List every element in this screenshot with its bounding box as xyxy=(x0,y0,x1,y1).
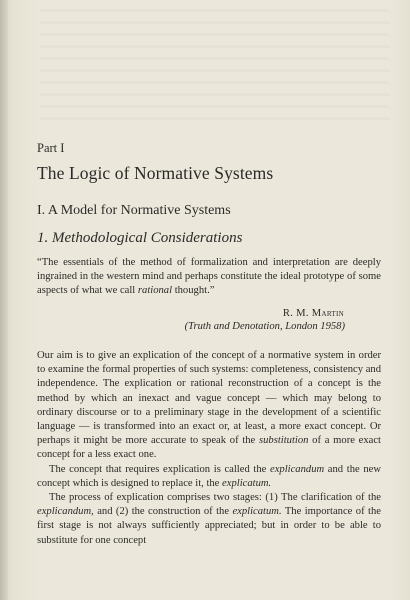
epigraph-source: (Truth and Denotation, London 1958) xyxy=(184,321,345,332)
paragraph-3 xyxy=(37,491,381,548)
section-heading: 1. Methodological Considerations xyxy=(37,230,243,246)
part-title: The Logic of Normative Systems xyxy=(37,163,274,183)
epigraph-text-end: thought.” xyxy=(172,285,215,297)
paragraph-1-text-end: of a more exact concept for a less exact one. xyxy=(37,435,381,461)
epigraph-quote xyxy=(37,256,381,299)
paragraph-3-text-end: The importance of the first stage is not always sufficiently appreciated; but in order to be able to substitute for one concept xyxy=(37,506,381,546)
paragraph-3-text: The process of explication comprises two stages: (1) The clarification of the xyxy=(49,492,381,504)
paragraph-1-text: Our aim is to give an explication of the concept of a normative system in order to examine the formal properties of such systems: completeness, consistency and independence. The explication or rational reconstruction of a concept is the method by which an inexact and vague concept — which may belong to ordinary discourse or to a preliminary stage in the development of a scientific language — is transformed into an exact or, at least, a more exact concept. Or perhaps it might be more accurate to speak of the xyxy=(37,350,381,447)
paragraph-3-text-mid: and (2) the construction of the xyxy=(93,506,233,518)
paragraph-1-emphasis: substitution xyxy=(259,435,309,447)
paragraph-2-text-mid: and the new concept which is designed to replace it, the xyxy=(37,463,382,489)
paragraph-2 xyxy=(37,463,381,491)
show-through-text xyxy=(40,0,390,120)
part-label: Part I xyxy=(37,141,65,155)
paragraph-2-emphasis-2: explicatum. xyxy=(222,477,272,489)
body-text xyxy=(37,349,381,548)
epigraph-author: R. M. Martin xyxy=(282,308,344,319)
paragraph-2-text: The concept that requires explication is called the xyxy=(49,463,271,475)
paragraph-3-emphasis-1: explicandum, xyxy=(37,506,94,518)
page-gutter-shadow xyxy=(0,0,8,600)
paragraph-1 xyxy=(37,349,381,463)
epigraph-text: “The essentials of the method of formalization and interpretation are deeply ingrained in the western mind and perhaps constitute the ideal prototype of some aspects of what we call xyxy=(37,257,381,297)
chapter-heading: I. A Model for Normative Systems xyxy=(37,203,231,218)
paragraph-2-emphasis-1: explicandum xyxy=(270,463,325,475)
paragraph-3-emphasis-2: explicatum. xyxy=(232,506,282,518)
epigraph-emphasis: rational xyxy=(137,285,173,297)
